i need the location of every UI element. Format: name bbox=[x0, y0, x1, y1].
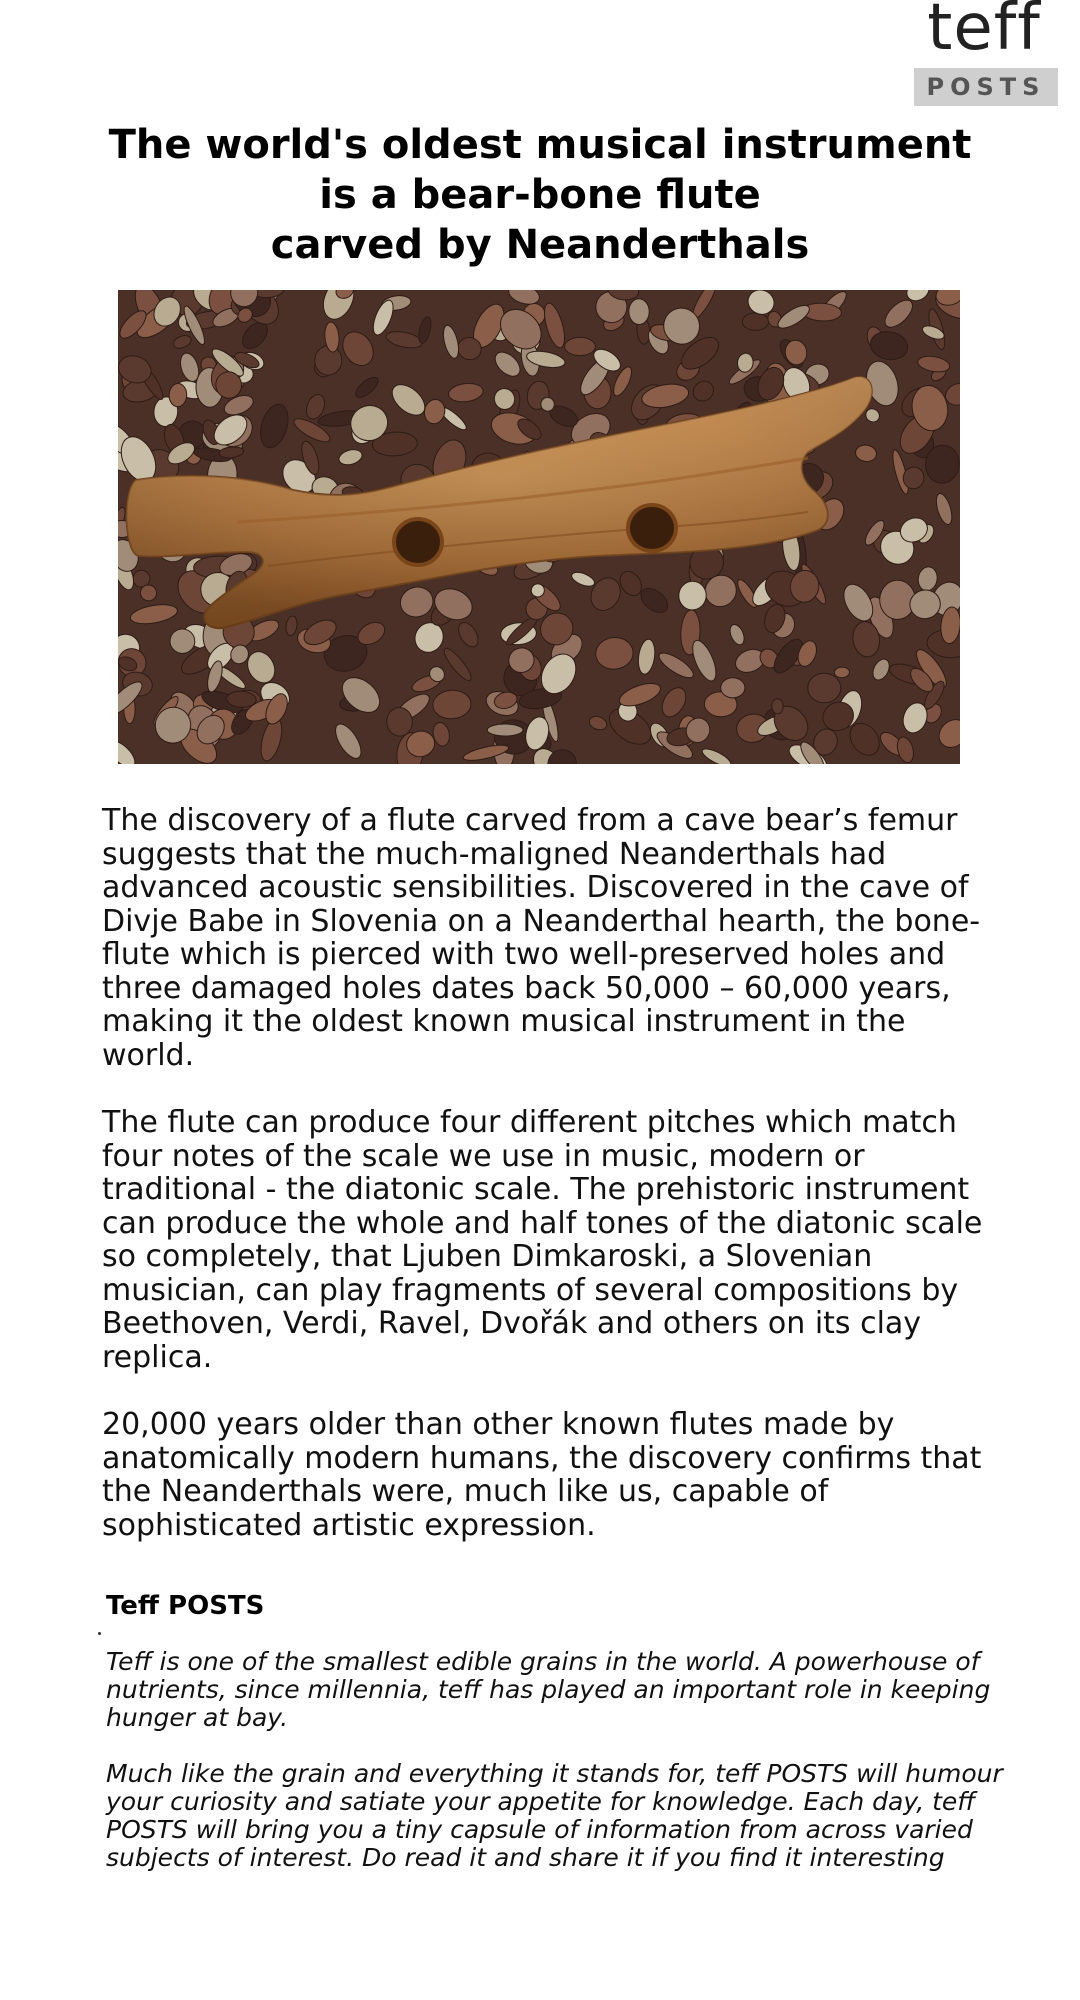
gravel-stone bbox=[721, 678, 745, 698]
about-paragraph: Teff is one of the smallest edible grains in the world. A powerhouse of nutrients, since millennia, teff has played an important role in keeping hunger at bay. bbox=[106, 1647, 991, 1732]
logo-posts-bar: POSTS bbox=[914, 68, 1058, 106]
article-paragraph: The flute can produce four different pitches which match four notes of the scale we use in music, modern or traditional - the diatonic scale. The prehistoric instrument can produce the whole and half tones of the diatonic scale so completely, that Ljuben Dimkaroski, a Slovenian musician, can play fragments of several compositions by Beethoven, Verdi, Ravel, Dvořák and others on its clay replica. bbox=[102, 1105, 983, 1375]
gravel-stone bbox=[772, 699, 783, 714]
about-heading: Teff POSTS bbox=[106, 1591, 265, 1621]
flute-hole bbox=[628, 505, 676, 551]
gravel-stone bbox=[629, 299, 650, 325]
gravel-stone bbox=[565, 337, 596, 355]
gravel-stone bbox=[807, 673, 841, 704]
gravel-stone bbox=[487, 724, 523, 736]
article-paragraph: The discovery of a flute carved from a cave bear’s femur suggests that the much-maligned Neanderthals had advanced acoustic sensibilities. Discovered in the cave of Divje Babe in Slovenia on a Neanderthal hearth, the bone-flute which is pierced with two well-preserved holes and three damaged holes dates back 50,000 – 60,000 years, making it the oldest known musical instrument in the world. bbox=[102, 803, 981, 1073]
article-paragraph: 20,000 years older than other known flutes made by anatomically modern humans, the discovery confirms that the Neanderthals were, much like us, capable of sophisticated artistic expression. bbox=[102, 1407, 982, 1543]
gravel-stone bbox=[879, 580, 915, 620]
flute-hole bbox=[394, 519, 442, 565]
gravel-stone bbox=[742, 313, 768, 330]
title-line: is a bear-bone flute bbox=[319, 172, 761, 218]
logo-wordmark: teff bbox=[927, 0, 1041, 65]
gravel-stone bbox=[834, 667, 850, 678]
bone-flute-illustration bbox=[118, 290, 960, 764]
title-line: The world's oldest musical instrument bbox=[108, 122, 972, 168]
bone-flute-photo bbox=[118, 290, 960, 764]
about-paragraph: Much like the grain and everything it stands for, teff POSTS will humour your curiosity and satiate your appetite for knowledge. Each day, teff POSTS will bring you a tiny capsule of information from across varied subjects of interest. Do read it and share it if you find it interesting bbox=[106, 1759, 1003, 1872]
gravel-stone bbox=[169, 383, 187, 407]
page-title bbox=[80, 120, 1000, 270]
teff-posts-logo bbox=[910, 0, 1058, 108]
title-line: carved by Neanderthals bbox=[270, 222, 810, 268]
bullet-dot bbox=[98, 1632, 101, 1635]
